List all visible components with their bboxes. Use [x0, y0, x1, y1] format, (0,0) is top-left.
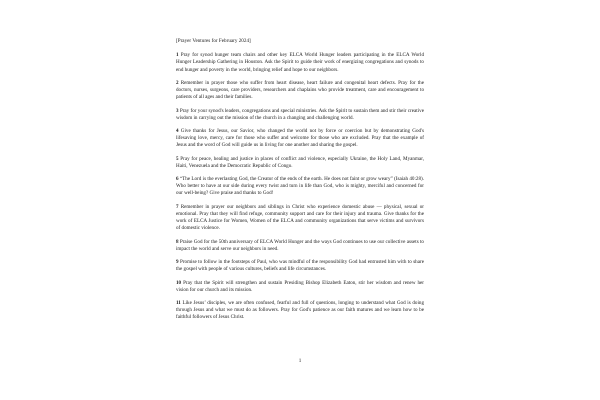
prayer-item-text: Promise to follow in the footsteps of Paul, who was mindful of the responsibility God had entrusted him with to share the gospel with people of various cultures, beliefs and life circumstances.	[176, 259, 424, 273]
prayer-item	[176, 176, 424, 197]
page-number: 1	[298, 358, 302, 364]
prayer-item-text: Remember in prayer those who suffer from heart disease, heart failure and congenital heart defects. Pray for the doctors, nurses, surgeons, care providers, researchers and chaplains who provide treatment, care and encouragement to patients of all ages and their families.	[176, 79, 424, 101]
prayer-item	[176, 80, 424, 101]
prayer-item-number: 7	[176, 203, 179, 210]
prayer-item-number: 9	[176, 259, 179, 266]
prayer-item	[176, 204, 424, 233]
prayer-item-text: Pray for synod hunger team chairs and other key ELCA World Hunger leaders participating in the ELCA World Hunger Leadership Gathering in Houston. Ask the Spirit to guide their work of energizing congregations and synods to end hunger and poverty in the world, bringing relief and hope to our neighbors.	[176, 52, 424, 73]
prayer-item	[176, 128, 424, 149]
prayer-item-text: Remember in prayer our neighbors and siblings in Christ who experience domestic abuse — physical, sexual or emotional. Pray that they will find refuge, community support and care for their injury and trauma. Give thanks for the work of ELCA Justice for Women, Women of the ELCA and community organizations that serve victims and survivors of domestic violence.	[176, 203, 424, 232]
prayer-item-text: Pray that the Spirit will strengthen and sustain Presiding Bishop Elizabeth Eaton, stir her wisdom and renew her vision for our church and its mission.	[176, 279, 424, 293]
prayer-item	[176, 108, 424, 122]
prayer-item-number: 11	[176, 300, 181, 307]
prayer-item-text: Praise God for the 50th anniversary of ELCA World Hunger and the ways God continues to use our collective assets to impact the world and serve our neighbors in need.	[176, 238, 424, 252]
prayer-item-number: 1	[176, 52, 179, 59]
prayer-item-number: 8	[176, 238, 179, 245]
prayer-item	[176, 156, 424, 170]
prayer-item-number: 4	[176, 128, 179, 135]
document-text-column	[176, 38, 424, 322]
prayer-item-text: Pray for your synod's leaders, congregations and special ministries. Ask the Spirit to sustain them and stir their creative wisdom in carrying out the mission of the church in a changing and challenging world.	[176, 107, 424, 121]
document-heading: [Prayer Ventures for February 2024]	[176, 38, 251, 44]
prayer-item-text: “The Lord is the everlasting God, the Creator of the ends of the earth. He does not faint or grow weary” (Isaiah 40:28). Who better to have at our side during every twist and turn in life than God, who is mighty, merciful and concerned for our well-being? Give praise and thanks to God!	[176, 176, 424, 197]
prayer-item	[176, 259, 424, 273]
prayer-item-number: 2	[176, 79, 179, 86]
prayer-item-number: 10	[176, 279, 182, 286]
prayer-item	[176, 52, 424, 73]
prayer-item-text: Like Jesus’ disciples, we are often confused, fearful and full of questions, longing to understand what God is doing through Jesus and what we must do as followers. Pray for God's patience as our faith matures and we learn how to be faithful followers of Jesus Christ.	[176, 300, 424, 321]
prayer-item	[176, 280, 424, 294]
prayer-list	[176, 52, 424, 321]
prayer-item-text: Pray for peace, healing and justice in places of conflict and violence, especially Ukraine, the Holy Land, Myanmar, Haiti, Venezuela and the Democratic Republic of Congo.	[176, 155, 424, 169]
prayer-item-number: 6	[176, 176, 179, 183]
prayer-item	[176, 239, 424, 253]
prayer-item-number: 5	[176, 155, 179, 162]
prayer-item-number: 3	[176, 107, 179, 114]
prayer-item	[176, 300, 424, 321]
prayer-item-text: Give thanks for Jesus, our Savior, who changed the world not by force or coercion but by demonstrating God's lifesaving love, mercy, care for those who suffer and welcome for those who are excluded. Pray that the example of Jesus and the word of God will guide us in living for one another and sharing the gospel.	[176, 128, 424, 149]
